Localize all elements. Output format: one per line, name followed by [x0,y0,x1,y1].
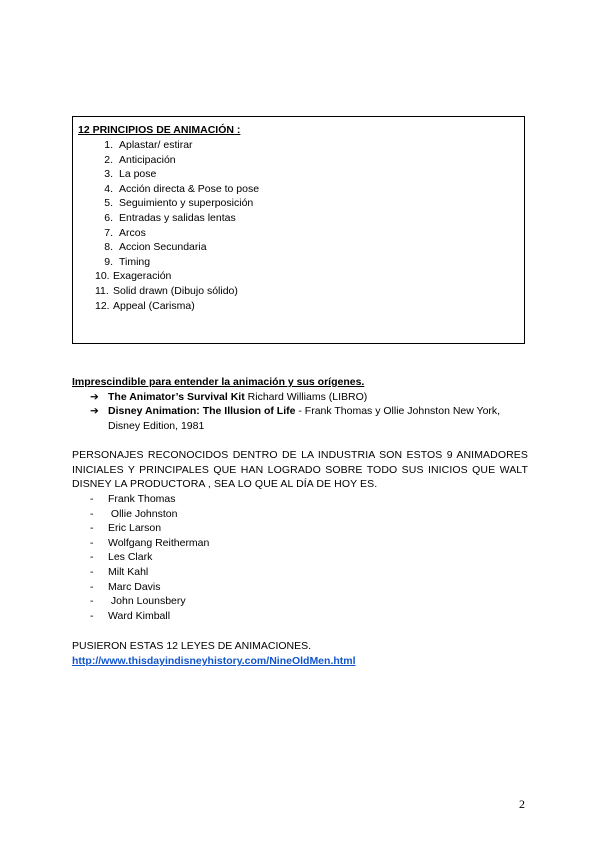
list-item [95,196,259,211]
list-item [95,255,259,270]
bullet-dash: - [90,609,94,622]
people-paragraph: PERSONAJES RECONOCIDOS DENTRO DE LA INDUSTRIA SON ESTOS 9 ANIMADORES INICIALES Y PRINCIPALES QUE HAN LOGRADO SOBRE TODO SUS INICIOS QUE WALT DISNEY LA PRODUCTORA , SEA LO QUE AL DÍA DE HOY ES. [72,449,528,491]
item-label: Appeal (Carisma) [113,299,195,312]
item-number: 2. [104,153,113,166]
bullet-dash: - [90,595,94,608]
item-label: Seguimiento y superposición [119,197,254,210]
person-name: Wolfgang Reitherman [108,536,210,549]
reference-details: Richard Williams (LIBRO) [244,391,368,403]
principles-list [95,138,259,313]
list-item [95,211,259,226]
item-number: 7. [104,226,113,239]
reference-text [108,404,528,433]
list-item [90,609,209,624]
list-item [95,153,259,168]
person-name: Milt Kahl [108,565,149,578]
item-label: Entradas y salidas lentas [119,211,236,224]
list-item [95,138,259,153]
list-item [95,299,259,314]
item-label: La pose [119,168,157,181]
people-list [90,492,209,623]
reference-text [108,390,528,405]
item-label: Solid drawn (Dibujo sólido) [113,284,238,297]
item-number: 5. [104,197,113,210]
item-number: 11. [95,284,109,297]
bullet-dash: - [90,551,94,564]
item-number: 1. [104,139,113,151]
item-number: 3. [104,168,113,181]
item-label: Timing [119,255,151,268]
item-number: 8. [104,241,113,254]
list-item [95,167,259,182]
list-item [90,536,209,551]
list-item [90,580,209,595]
arrow-icon: ➔ [90,391,99,403]
item-number: 6. [104,211,113,224]
person-name: Marc Davis [108,580,161,593]
item-label: Acción directa & Pose to pose [119,182,260,195]
person-name: Ward Kimball [108,609,171,622]
item-label: Exageración [113,270,172,283]
item-number: 12. [95,299,110,312]
item-label: Accion Secundaria [119,241,207,254]
person-name: Les Clark [108,551,153,564]
closing-line: PUSIERON ESTAS 12 LEYES DE ANIMACIONES. [72,640,312,652]
list-item [90,550,209,565]
person-name: John Lounsbery [108,595,186,608]
bullet-dash: - [90,536,94,549]
item-label: Arcos [119,226,146,239]
list-item [95,284,259,299]
nine-old-men-link[interactable]: http://www.thisdayindisneyhistory.com/NineOldMen.html [72,655,356,667]
item-label: Aplastar/ estirar [119,139,193,151]
item-number: 10. [95,270,110,283]
principles-box [72,116,525,344]
person-name: Eric Larson [108,522,162,535]
item-label: Anticipación [119,153,176,166]
essential-heading: Imprescindible para entender la animación y sus orígenes. [72,376,365,388]
bullet-dash: - [90,580,94,593]
reference-details: - Frank Thomas y Ollie Johnston New York, Disney Edition, 1981 [108,405,501,432]
list-item [95,240,259,255]
reference-title: Disney Animation: The Illusion of Life [108,405,296,417]
bullet-dash: - [90,565,94,578]
list-item [90,492,209,507]
list-item [90,521,209,536]
list-item [95,226,259,241]
page-number: 2 [519,797,525,811]
item-number: 4. [104,182,113,195]
list-item [95,269,259,284]
list-item [90,507,209,522]
arrow-icon: ➔ [90,405,99,417]
bullet-dash: - [90,507,94,520]
bullet-dash: - [90,493,94,505]
person-name: Frank Thomas [108,493,176,505]
item-number: 9. [104,255,113,268]
person-name: Ollie Johnston [108,507,178,520]
list-item [90,594,209,609]
principles-title: 12 PRINCIPIOS DE ANIMACIÓN : [78,124,241,136]
reference-title: The Animator’s Survival Kit [108,391,245,403]
list-item [90,565,209,580]
bullet-dash: - [90,522,94,535]
list-item [95,182,259,197]
